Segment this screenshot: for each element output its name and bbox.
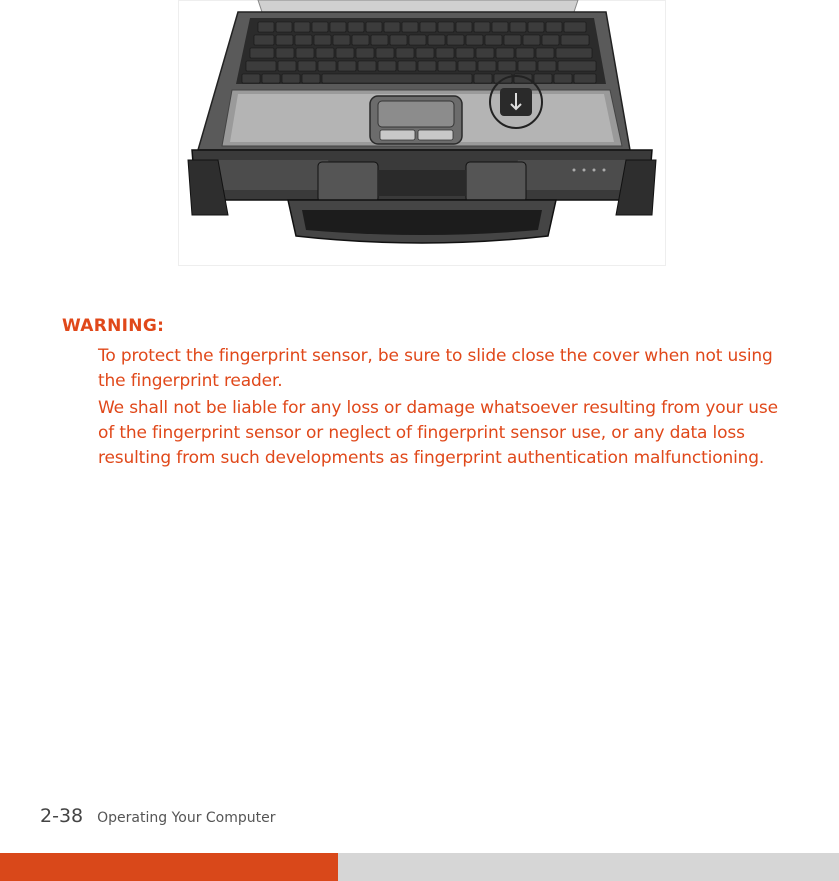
page-footer	[40, 805, 276, 827]
warning-paragraph: To protect the fingerprint sensor, be sure to slide close the cover when not using the fingerprint reader.	[98, 346, 773, 391]
page-number: 2-38	[40, 805, 84, 827]
warning-paragraph: We shall not be liable for any loss or damage whatsoever resulting from your use of the fingerprint sensor or neglect of fingerprint sensor use, or any data loss resulting from such developments as fingerprint authentication malfunctioning.	[98, 398, 778, 468]
footer-bar	[0, 853, 839, 881]
footer-accent-bar	[0, 853, 338, 881]
section-title: Operating Your Computer	[97, 810, 276, 826]
warning-block	[62, 314, 802, 471]
footer-grey-bar	[338, 853, 839, 881]
laptop-photo	[178, 0, 666, 266]
warning-title: WARNING:	[62, 316, 165, 336]
